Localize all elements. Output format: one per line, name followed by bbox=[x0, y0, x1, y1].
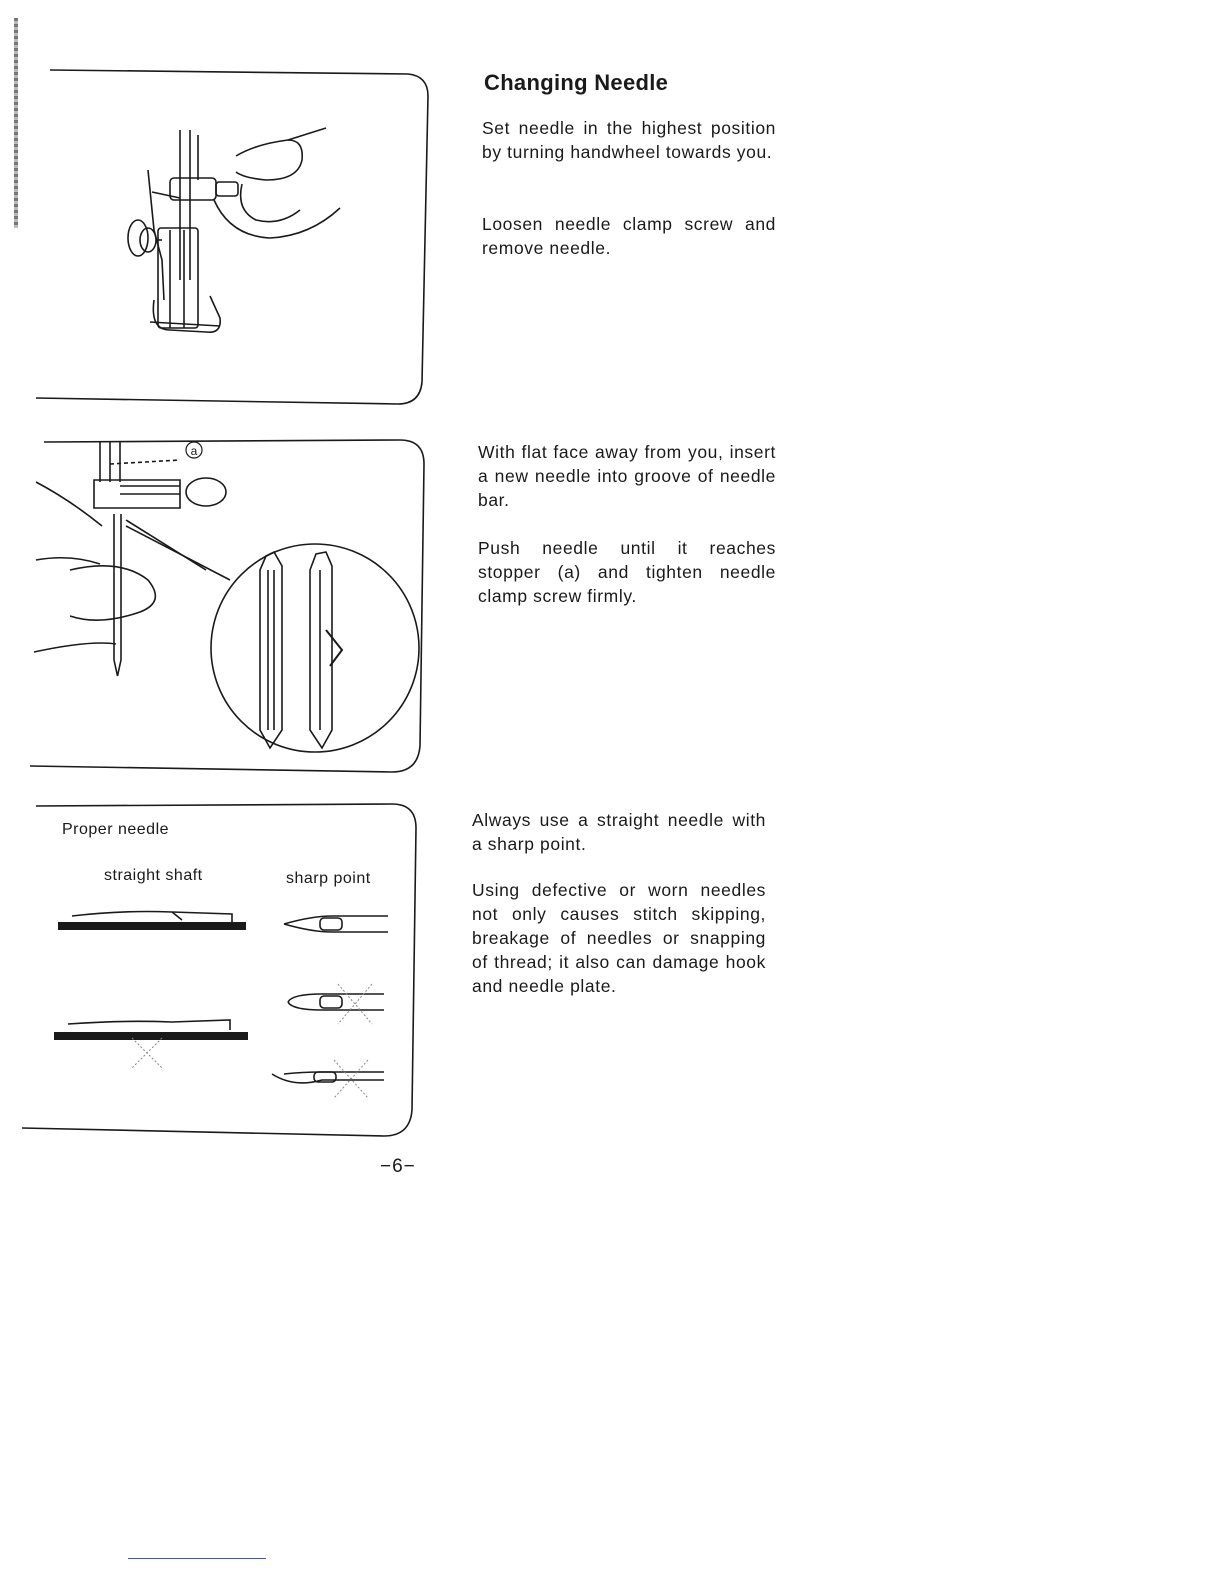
scan-edge-artifact bbox=[14, 18, 18, 228]
paragraph-insert-needle: With flat face away from you, insert a new needle into groove of needle bar. bbox=[478, 442, 776, 510]
page-title: Changing Needle bbox=[484, 70, 669, 95]
callout-label-a: a bbox=[190, 444, 198, 458]
label-sharp-point: sharp point bbox=[286, 870, 371, 887]
paragraph-straight-needle: Always use a straight needle with a sharp point. bbox=[472, 810, 766, 854]
figure-insert-needle bbox=[30, 430, 430, 780]
footer-rule bbox=[128, 1558, 266, 1559]
label-proper-needle: Proper needle bbox=[62, 821, 170, 838]
figure-needle-clamp bbox=[30, 60, 430, 410]
paragraph-loosen-clamp: Loosen needle clamp screw and remove needle. bbox=[482, 214, 776, 258]
paragraph-push-needle: Push needle until it reaches stopper (a) and tighten needle clamp screw firmly. bbox=[478, 538, 776, 606]
paragraph-set-needle: Set needle in the highest position by turning handwheel towards you. bbox=[482, 118, 776, 162]
page-number: −6− bbox=[380, 1156, 416, 1177]
paragraph-defective-needles: Using defective or worn needles not only causes stitch skipping, breakage of needles or snapping of thread; it also can damage hook and needle plate. bbox=[472, 880, 766, 996]
label-straight-shaft: straight shaft bbox=[104, 867, 203, 884]
figure-proper-needle bbox=[22, 798, 422, 1148]
